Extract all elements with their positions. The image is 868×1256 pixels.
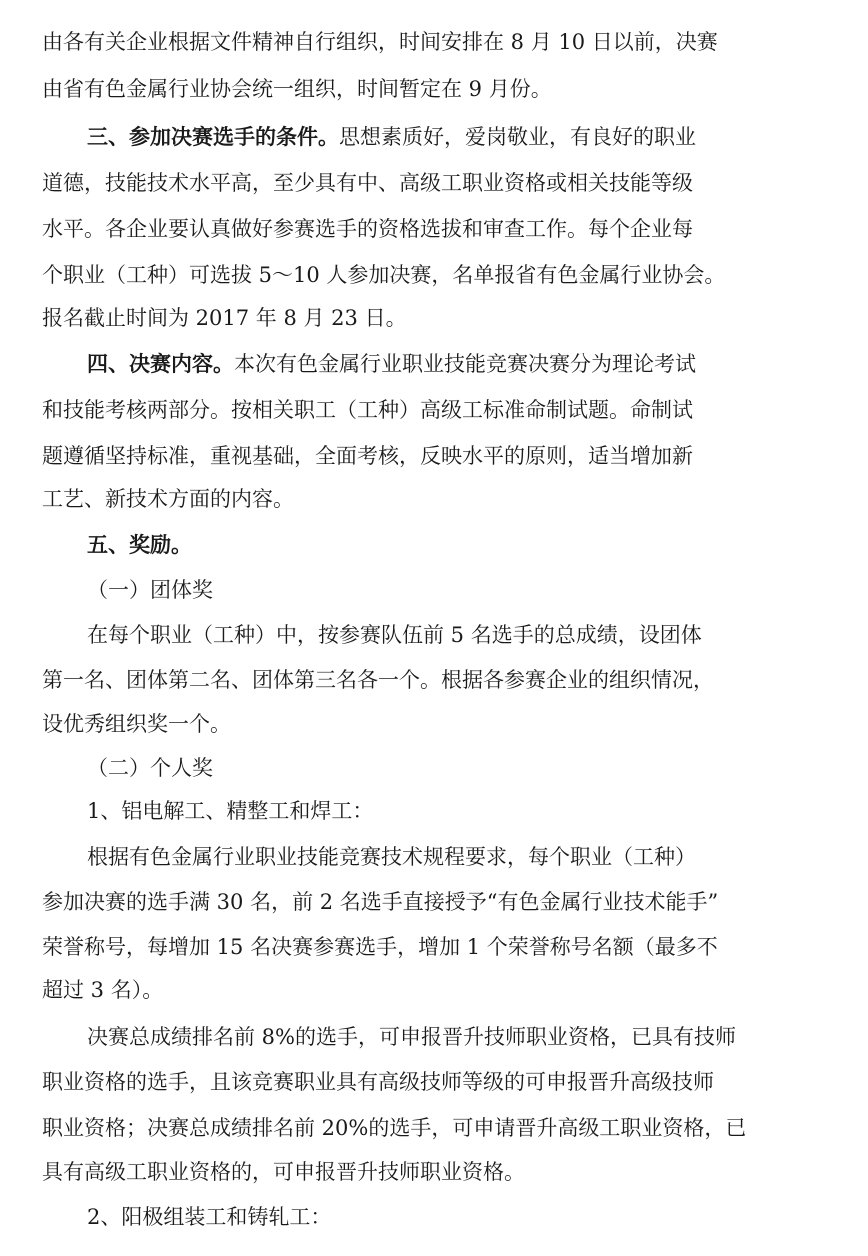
- item-heading: [87, 1197, 331, 1237]
- paragraph-line: [42, 22, 718, 62]
- paragraph-line: [42, 255, 725, 295]
- line-text: 题遵循坚持标准，重视基础，全面考核，反映水平的原则，适当增加新: [42, 444, 693, 468]
- line-text: （一）团体奖: [87, 578, 213, 602]
- line-text: 1、铝电解工、精整工和焊工：: [87, 799, 374, 823]
- paragraph-line: [42, 970, 163, 1010]
- subsection-heading: [87, 748, 213, 788]
- line-text: 水平。各企业要认真做好参赛选手的资格选拔和审查工作。每个企业每: [42, 217, 693, 241]
- paragraph-line: [42, 704, 231, 744]
- paragraph-line: [42, 69, 552, 109]
- paragraph-line: [87, 615, 702, 655]
- line-text: 工艺、新技术方面的内容。: [42, 487, 294, 511]
- paragraph-line: [42, 209, 693, 249]
- paragraph-line: [42, 390, 693, 430]
- paragraph-line: [42, 1152, 525, 1192]
- line-text: 由省有色金属行业协会统一组织，时间暂定在 9 月份。: [42, 77, 552, 101]
- paragraph-line: [42, 660, 714, 700]
- section-heading-line: [87, 525, 192, 565]
- paragraph-line: [42, 882, 718, 922]
- line-text: 思想素质好，爱岗敬业，有良好的职业: [339, 125, 696, 149]
- item-heading: [87, 791, 373, 831]
- line-text: 报名截止时间为 2017 年 8 月 23 日。: [42, 306, 407, 330]
- paragraph-line: [42, 1108, 746, 1148]
- paragraph-line: [87, 837, 696, 877]
- line-text: 道德，技能技术水平高，至少具有中、高级工职业资格或相关技能等级: [42, 171, 693, 195]
- line-text: 参加决赛的选手满 30 名，前 2 名选手直接授予“有色金属行业技术能手”: [42, 890, 719, 914]
- section-heading: 三、参加决赛选手的条件。: [87, 125, 339, 149]
- line-text: 本次有色金属行业职业技能竞赛决赛分为理论考试: [234, 352, 696, 376]
- line-text: 具有高级工职业资格的，可申报晋升技师职业资格。: [42, 1160, 525, 1184]
- line-text: 荣誉称号，每增加 15 名决赛参赛选手，增加 1 个荣誉称号名额（最多不: [42, 935, 718, 959]
- paragraph-line: [42, 298, 407, 338]
- section-heading-line: [87, 117, 696, 157]
- line-text: 2、阳极组装工和铸轧工：: [87, 1205, 332, 1229]
- section-heading: 五、奖励。: [87, 533, 192, 557]
- line-text: 职业资格；决赛总成绩排名前 20%的选手，可申请晋升高级工职业资格，已: [42, 1116, 747, 1140]
- subsection-heading: [87, 570, 213, 610]
- line-text: 职业资格的选手，且该竞赛职业具有高级技师等级的可申报晋升高级技师: [42, 1070, 714, 1094]
- line-text: 在每个职业（工种）中，按参赛队伍前 5 名选手的总成绩，设团体: [87, 623, 702, 647]
- section-heading-line: [87, 344, 696, 384]
- section-heading: 四、决赛内容。: [87, 352, 234, 376]
- paragraph-line: [87, 1017, 736, 1057]
- paragraph-line: [42, 927, 718, 967]
- line-text: 第一名、团体第二名、团体第三名各一个。根据各参赛企业的组织情况，: [42, 668, 714, 692]
- line-text: 超过 3 名）。: [42, 978, 164, 1002]
- paragraph-line: [42, 163, 693, 203]
- line-text: 根据有色金属行业职业技能竞赛技术规程要求，每个职业（工种）: [87, 845, 696, 869]
- paragraph-line: [42, 479, 294, 519]
- paragraph-line: [42, 1062, 714, 1102]
- line-text: 由各有关企业根据文件精神自行组织，时间安排在 8 月 10 日以前，决赛: [42, 30, 718, 54]
- line-text: 决赛总成绩排名前 8%的选手，可申报晋升技师职业资格，已具有技师: [87, 1025, 736, 1049]
- line-text: 个职业（工种）可选拔 5～10 人参加决赛，名单报省有色金属行业协会。: [42, 263, 726, 287]
- line-text: 设优秀组织奖一个。: [42, 712, 231, 736]
- line-text: 和技能考核两部分。按相关职工（工种）高级工标准命制试题。命制试: [42, 398, 693, 422]
- paragraph-line: [42, 436, 693, 476]
- line-text: （二）个人奖: [87, 756, 213, 780]
